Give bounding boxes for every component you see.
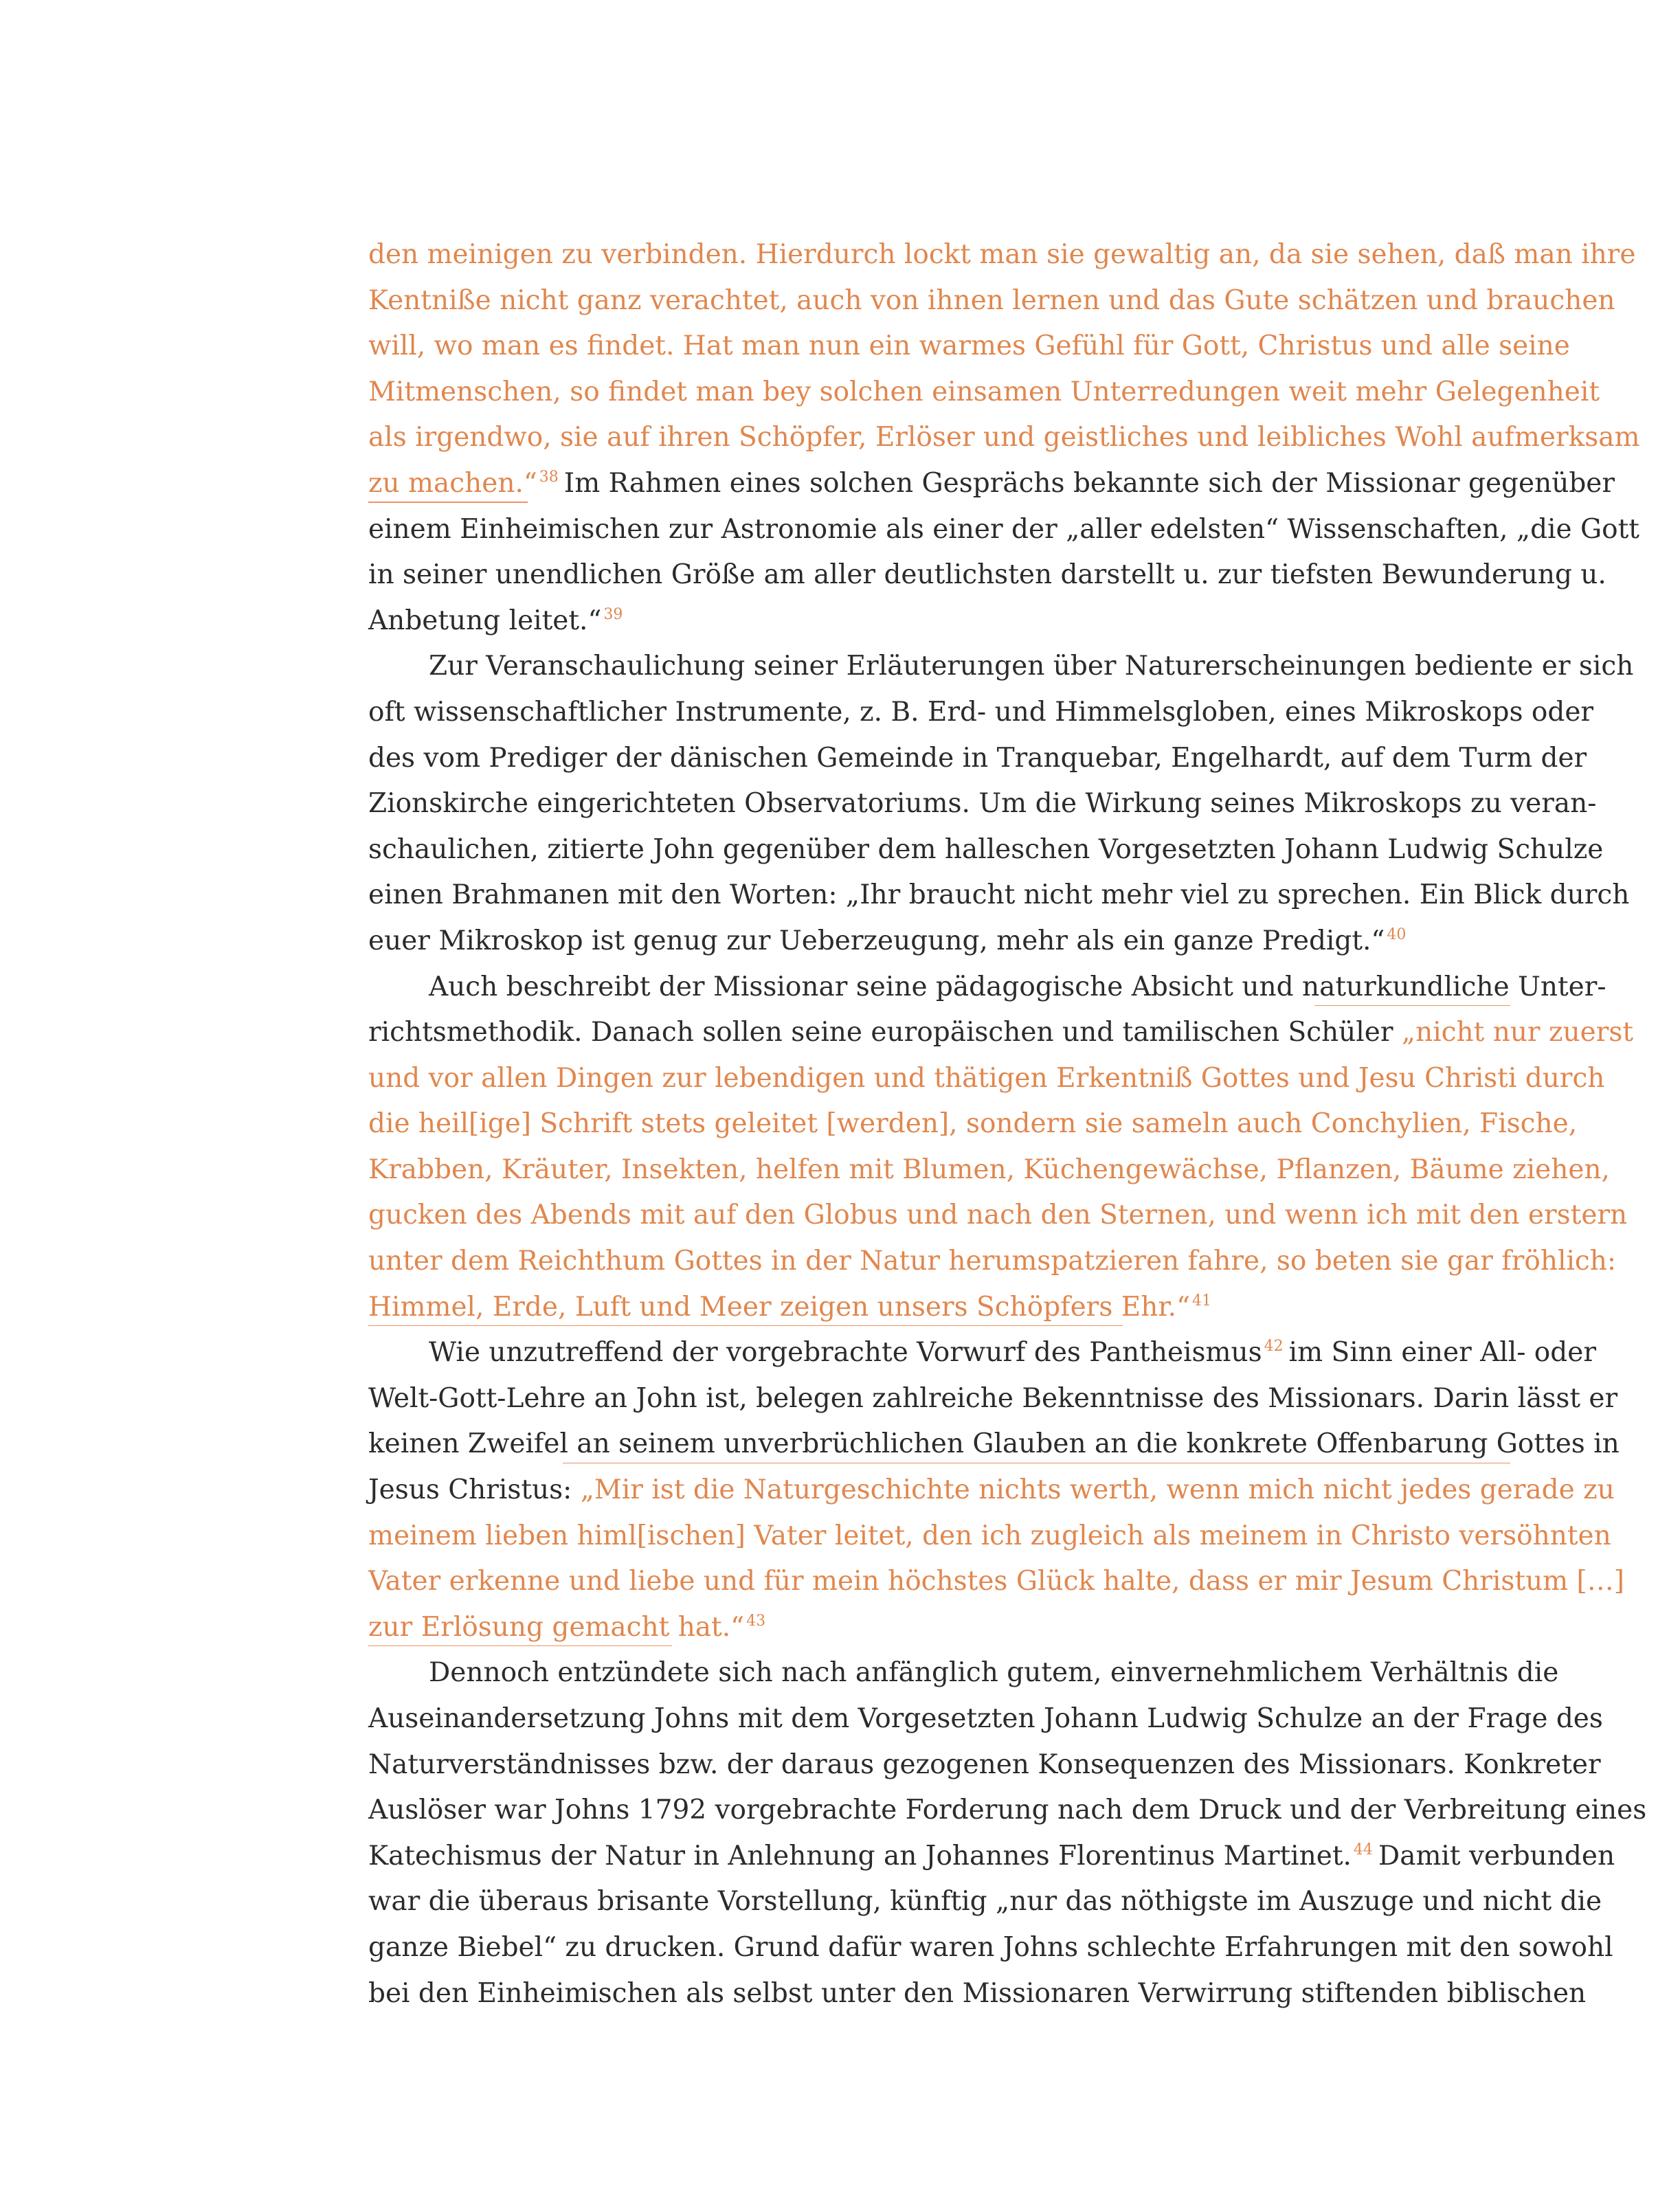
text-line xyxy=(368,415,1640,461)
body-text: schaulichen, zitierte John gegenüber dem halleschen Vorgesetzten Johann Ludwig Schulze xyxy=(368,833,1604,865)
text-line xyxy=(368,965,1606,1011)
body-text: richtsmethodik. Danach sollen seine europäischen und tamilischen Schüler xyxy=(368,1017,1402,1048)
text-line xyxy=(368,1468,1615,1514)
text-line xyxy=(368,644,1634,690)
quote-text: die heil[ige] Schrift stets geleitet [werden], sondern sie sameln auch Conchylien, Fische, xyxy=(368,1108,1578,1140)
quote-underline-rule xyxy=(563,1463,1510,1464)
body-text: Welt-Gott-Lehre an John ist, belegen zahlreiche Bekenntnisse des Missionars. Darin lässt er xyxy=(368,1382,1618,1414)
text-line xyxy=(368,324,1570,370)
text-line xyxy=(368,1056,1605,1102)
body-text: Damit verbunden xyxy=(1378,1840,1615,1872)
body-text: war die überaus brisante Vorstellung, künftig „nur das nöthigste im Auszuge und nicht die xyxy=(368,1886,1602,1918)
quote-text: Kentniße nicht ganz verachtet, auch von ihnen lernen und das Gute schätzen und brauchen xyxy=(368,284,1615,316)
body-text: einen Brahmanen mit den Worten: „Ihr braucht nicht mehr viel zu sprechen. Ein Blick durch xyxy=(368,879,1630,911)
text-line xyxy=(368,507,1639,553)
body-text: Dennoch entzündete sich nach anfänglich gutem, einvernehmlichem Verhältnis die xyxy=(429,1657,1559,1689)
footnote-ref: 38 xyxy=(539,468,559,486)
quote-text: zur Erlösung gemacht hat.“ xyxy=(368,1611,745,1643)
body-text: oft wissenschaftlicher Instrumente, z. B. Erd- und Himmelsgloben, eines Mikroskops oder xyxy=(368,696,1594,728)
footnote-ref: 43 xyxy=(746,1612,766,1630)
body-text: ganze Biebel“ zu drucken. Grund dafür waren Johns schlechte Erfahrungen mit den sowohl xyxy=(368,1931,1613,1963)
quote-text: meinem lieben himl[ischen] Vater leitet, den ich zugleich als meinem in Christo versöhnten xyxy=(368,1520,1611,1551)
text-line xyxy=(368,690,1594,736)
text-line xyxy=(368,598,1510,644)
body-text: Zur Veranschaulichung seiner Erläuterungen über Naturerscheinungen bediente er sich xyxy=(429,651,1634,682)
body-text: Jesus Christus: xyxy=(368,1474,581,1506)
body-text: bei den Einheimischen als selbst unter den Missionaren Verwirrung stiftenden biblischen xyxy=(368,1977,1587,2009)
body-text: Wie unzutreffend der vorgebrachte Vorwurf des Pantheismus xyxy=(429,1337,1262,1369)
body-text: Naturverständnisses bzw. der daraus gezogenen Konsequenzen des Missionars. Konkreter xyxy=(368,1749,1601,1780)
body-text: Auch beschreibt der Missionar seine pädagogische Absicht und naturkundliche Unter- xyxy=(429,971,1606,1002)
text-line xyxy=(368,1788,1647,1834)
text-line xyxy=(368,1559,1624,1605)
text-line xyxy=(368,1010,1634,1056)
body-text: Anbetung leitet.“ xyxy=(368,605,602,636)
text-line xyxy=(368,873,1630,919)
body-text: in seiner unendlichen Größe am aller deutlichsten darstellt u. zur tiefsten Bewunderung u. xyxy=(368,559,1606,591)
text-line xyxy=(368,1285,1510,1331)
quote-text: Mitmenschen, so findet man bey solchen einsamen Unterredungen weit mehr Gelegenheit xyxy=(368,376,1600,407)
text-line xyxy=(368,1971,1587,2017)
body-text: im Sinn einer All- oder xyxy=(1288,1337,1596,1369)
text-line xyxy=(368,1330,1596,1376)
quote-text: Vater erkenne und liebe und für mein höchstes Glück halte, dass er mir Jesum Christum […] xyxy=(368,1566,1624,1597)
body-text: Zionskirche eingerichteten Observatoriums. Um die Wirkung seines Mikroskops zu veran- xyxy=(368,788,1597,820)
text-line xyxy=(368,278,1615,324)
text-line xyxy=(368,1696,1603,1742)
text-line xyxy=(368,552,1606,598)
body-text: keinen Zweifel an seinem unverbrüchlichen Glauben an die konkrete Offenbarung Gottes in xyxy=(368,1428,1620,1460)
text-line xyxy=(368,1879,1602,1925)
text-line xyxy=(368,1147,1610,1193)
text-line xyxy=(368,1605,1510,1651)
text-line xyxy=(368,1514,1611,1560)
body-text: Katechismus der Natur in Anlehnung an Johannes Florentinus Martinet. xyxy=(368,1840,1352,1872)
text-line xyxy=(368,370,1600,416)
quote-text: Himmel, Erde, Luft und Meer zeigen unsers Schöpfers Ehr.“ xyxy=(368,1291,1191,1323)
quote-text: und vor allen Dingen zur lebendigen und thätigen Erkentniß Gottes und Jesu Christi durch xyxy=(368,1062,1605,1094)
body-text: Im Rahmen eines solchen Gesprächs bekannte sich der Missionar gegenüber xyxy=(563,467,1615,499)
text-line xyxy=(368,1834,1615,1880)
quote-text: unter dem Reichthum Gottes in der Natur herumspatzieren fahre, so beten sie gar fröhlich: xyxy=(368,1246,1617,1277)
footnote-ref: 44 xyxy=(1353,1841,1373,1858)
quote-text: zu machen.“ xyxy=(368,467,537,499)
text-line xyxy=(368,1101,1578,1147)
text-line xyxy=(368,781,1597,827)
quote-underline-rule xyxy=(1314,1005,1510,1007)
body-text: Auseinandersetzung Johns mit dem Vorgesetzten Johann Ludwig Schulze an der Frage des xyxy=(368,1703,1603,1734)
body-text: des vom Prediger der dänischen Gemeinde in Tranquebar, Engelhardt, auf dem Turm der xyxy=(368,742,1587,774)
quote-underline-rule xyxy=(368,1645,672,1647)
text-line xyxy=(368,736,1587,782)
footnote-ref: 41 xyxy=(1192,1292,1212,1310)
text-line xyxy=(368,1422,1620,1468)
text-body xyxy=(368,232,1647,2016)
text-line xyxy=(368,1193,1628,1239)
body-text: Auslöser war Johns 1792 vorgebrachte Forderung nach dem Druck und der Verbreitung eines xyxy=(368,1795,1647,1826)
quote-underline-rule xyxy=(368,1325,1123,1327)
text-line xyxy=(368,461,1615,507)
text-line xyxy=(368,1925,1613,1971)
footnote-ref: 40 xyxy=(1387,925,1407,943)
quote-text: den meinigen zu verbinden. Hierdurch lockt man sie gewaltig an, da sie sehen, daß man ihre xyxy=(368,239,1636,270)
footnote-ref: 42 xyxy=(1264,1338,1284,1356)
body-text: euer Mikroskop ist genug zur Ueberzeugung, mehr als ein ganze Predigt.“ xyxy=(368,925,1385,956)
quote-text: Krabben, Kräuter, Insekten, helfen mit Blumen, Küchengewächse, Pflanzen, Bäume ziehen, xyxy=(368,1154,1610,1185)
footnote-ref: 39 xyxy=(603,605,623,623)
quote-text: gucken des Abends mit auf den Globus und nach den Sternen, und wenn ich mit den erstern xyxy=(368,1200,1628,1231)
text-line xyxy=(368,232,1636,278)
quote-text: „Mir ist die Naturgeschichte nichts werth, wenn mich nicht jedes gerade zu xyxy=(580,1474,1615,1506)
text-line xyxy=(368,1742,1601,1788)
text-line xyxy=(368,919,1510,965)
text-line xyxy=(368,827,1604,873)
text-line xyxy=(368,1239,1617,1285)
text-line xyxy=(368,1650,1559,1696)
body-text: einem Einheimischen zur Astronomie als einer der „aller edelsten“ Wissenschaften, „die Gott xyxy=(368,513,1639,545)
text-line xyxy=(368,1376,1618,1422)
quote-underline-rule xyxy=(368,502,528,503)
quote-text: will, wo man es findet. Hat man nun ein warmes Gefühl für Gott, Christus und alle seine xyxy=(368,330,1570,362)
quote-text: „nicht nur zuerst xyxy=(1401,1017,1634,1048)
quote-text: als irgendwo, sie auf ihren Schöpfer, Erlöser und geistliches und leibliches Wohl aufmerksam xyxy=(368,422,1640,453)
